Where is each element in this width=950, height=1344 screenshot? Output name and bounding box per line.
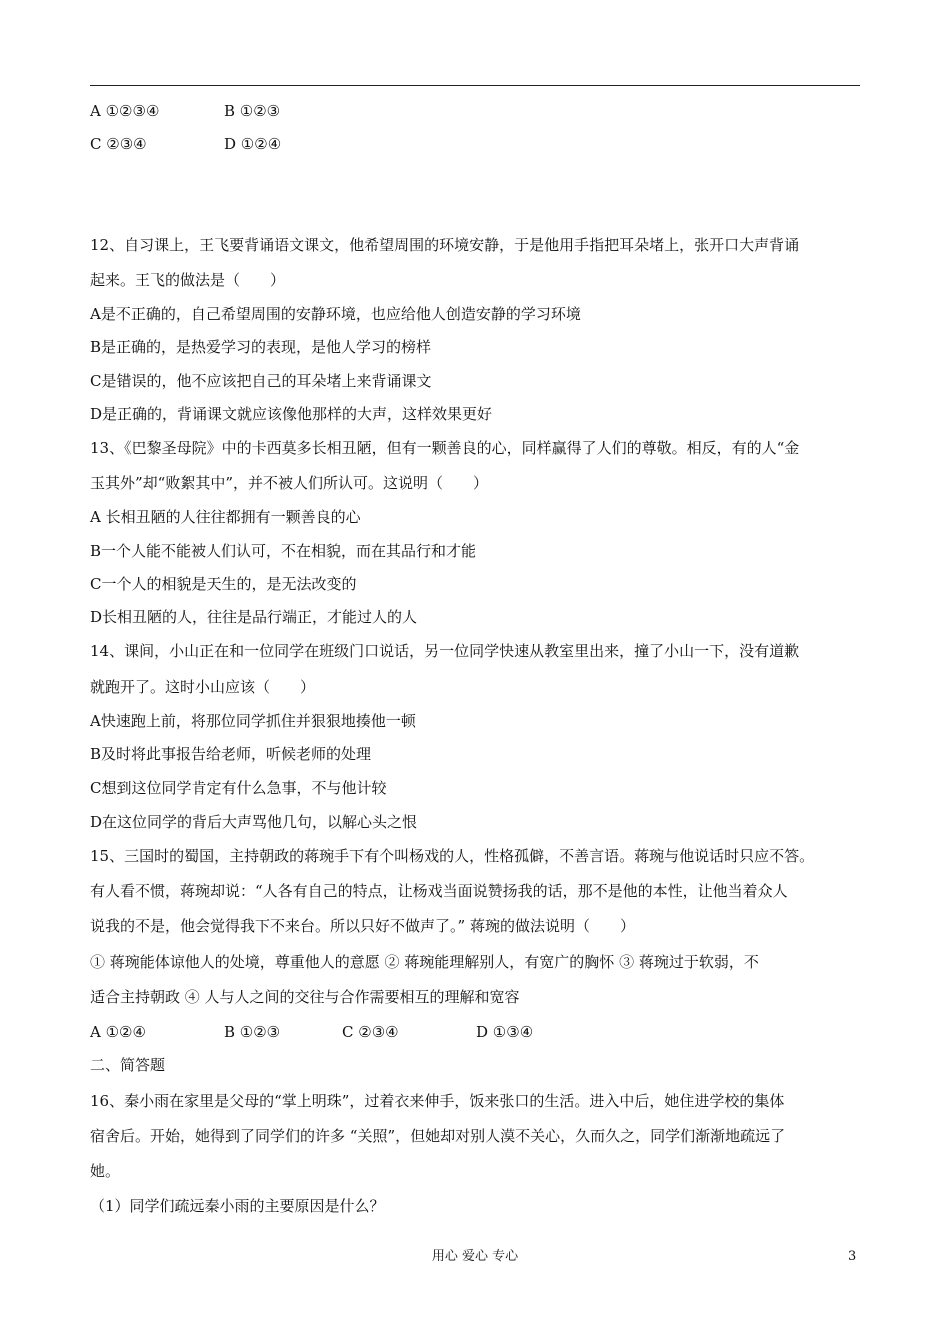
q15-stem-line: 说我的不是，他会觉得我下不来台。所以只好不做声了。” 蒋琬的做法说明（ ） xyxy=(90,917,635,935)
q16-subquestion: （1）同学们疏远秦小雨的主要原因是什么？ xyxy=(90,1197,385,1215)
q15-option-a: A ①②④ xyxy=(90,1023,146,1041)
q15-option-d: D ①③④ xyxy=(476,1023,534,1041)
q14-option: D在这位同学的背后大声骂他几句，以解心头之恨 xyxy=(90,813,418,831)
q13-option: D长相丑陋的人，往往是品行端正，才能过人的人 xyxy=(90,608,418,626)
q16-stem-line: 她。 xyxy=(90,1162,121,1180)
option-b: B ①②③ xyxy=(224,102,281,120)
header-rule xyxy=(90,85,860,86)
option-a: A ①②③④ xyxy=(90,102,160,120)
q12-stem-line: 12、自习课上，王飞要背诵语文课文，他希望周围的环境安静，于是他用手指把耳朵堵上，张开口大声背诵 xyxy=(90,236,800,254)
q15-option-b: B ①②③ xyxy=(224,1023,281,1041)
q14-option: C想到这位同学肯定有什么急事，不与他计较 xyxy=(90,779,387,797)
q14-stem-line: 14、课间，小山正在和一位同学在班级门口说话，另一位同学快速从教室里出来，撞了小山一下，没有道歉 xyxy=(90,642,800,660)
q13-option: B一个人能不能被人们认可，不在相貌，而在其品行和才能 xyxy=(90,542,477,560)
q12-option: B是正确的，是热爱学习的表现，是他人学习的榜样 xyxy=(90,338,432,356)
q12-option: A是不正确的，自己希望周围的安静环境，也应给他人创造安静的学习环境 xyxy=(90,305,581,323)
q15-statements-line: ① 蒋琬能体谅他人的处境，尊重他人的意愿 ② 蒋琬能理解别人，有宽广的胸怀 ③ 蒋琬过于软弱，不 xyxy=(90,953,759,971)
q13-stem-line: 13、《巴黎圣母院》中的卡西莫多长相丑陋，但有一颗善良的心，同样赢得了人们的尊敬。相反，有的人“金 xyxy=(90,439,800,457)
q14-option: A快速跑上前，将那位同学抓住并狠狠地揍他一顿 xyxy=(90,712,416,730)
footer-text: 用心 爱心 专心 xyxy=(431,1249,519,1264)
q13-option: A 长相丑陋的人往往都拥有一颗善良的心 xyxy=(90,508,361,526)
q15-stem-line: 有人看不惯，蒋琬却说：“人各有自己的特点，让杨戏当面说赞扬我的话，那不是他的本性，让他当着众人 xyxy=(90,882,788,900)
q15-stem-line: 15、三国时的蜀国，主持朝政的蒋琬手下有个叫杨戏的人，性格孤僻，不善言语。蒋琬与他说话时只应不答。 xyxy=(90,847,815,865)
q13-stem-line: 玉其外”却“败絮其中”，并不被人们所认可。这说明（ ） xyxy=(90,474,489,492)
option-d: D ①②④ xyxy=(224,135,282,153)
q13-option: C一个人的相貌是天生的，是无法改变的 xyxy=(90,575,357,593)
q15-statements-line: 适合主持朝政 ④ 人与人之间的交往与合作需要相互的理解和宽容 xyxy=(90,988,520,1006)
q12-option: C是错误的，他不应该把自己的耳朵堵上来背诵课文 xyxy=(90,372,432,390)
q16-stem-line: 16、秦小雨在家里是父母的“掌上明珠”，过着衣来伸手，饭来张口的生活。进入中后，她住进学校的集体 xyxy=(90,1092,785,1110)
q16-stem-line: 宿舍后。开始，她得到了同学们的许多 “关照”，但她却对别人漠不关心，久而久之，同学们渐渐地疏远了 xyxy=(90,1127,786,1145)
option-c: C ②③④ xyxy=(90,135,147,153)
page-number: 3 xyxy=(848,1249,857,1264)
q12-stem-line: 起来。王飞的做法是（ ） xyxy=(90,271,286,289)
q14-stem-line: 就跑开了。这时小山应该（ ） xyxy=(90,678,316,696)
q15-option-c: C ②③④ xyxy=(342,1023,399,1041)
q14-option: B及时将此事报告给老师，听候老师的处理 xyxy=(90,745,372,763)
section-heading: 二、简答题 xyxy=(90,1056,166,1074)
q12-option: D是正确的，背诵课文就应该像他那样的大声，这样效果更好 xyxy=(90,405,493,423)
